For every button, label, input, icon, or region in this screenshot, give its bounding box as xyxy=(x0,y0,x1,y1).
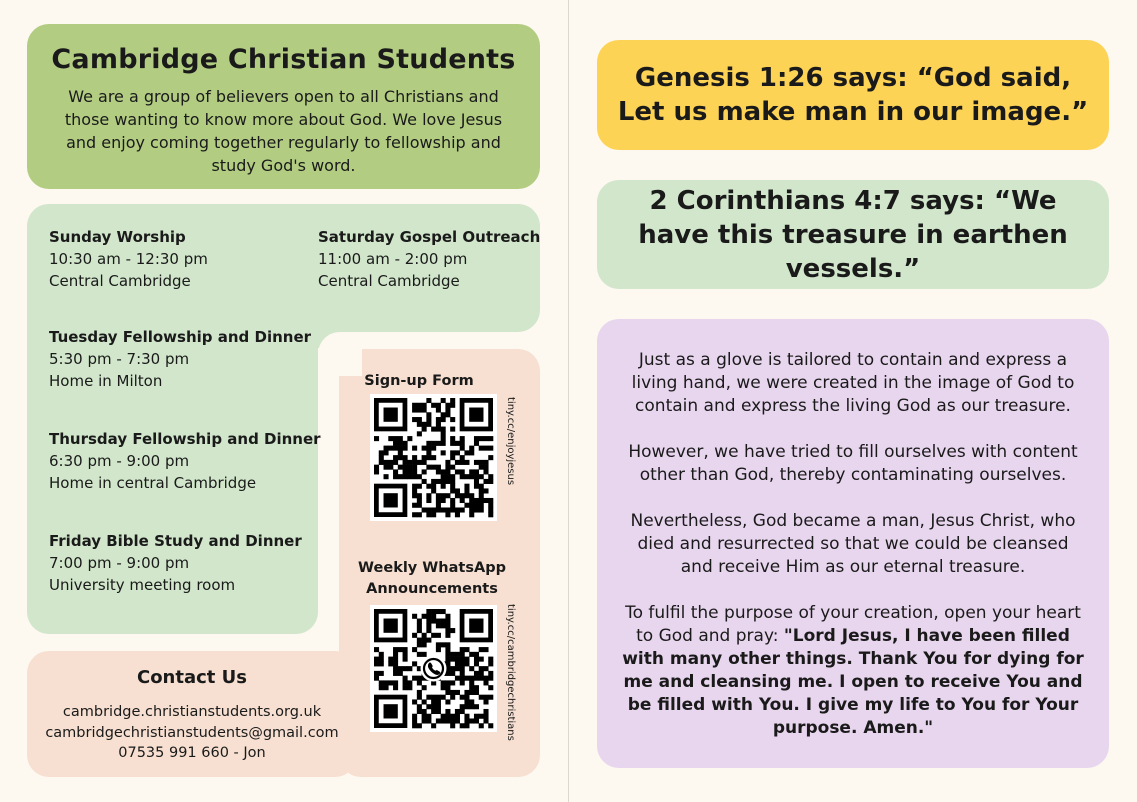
prayer-text: "Lord Jesus, I have been filled with many other things. Thank You for dying for me and cleansing me. I open to receive You and be filled with You. I give my life to You for Your purpose. Amen." xyxy=(622,626,1084,738)
genesis-verse: Genesis 1:26 says: “God said, Let us make man in our image.” xyxy=(617,63,1089,127)
event-place: Home in central Cambridge xyxy=(49,474,257,492)
contact-website[interactable]: cambridge.christianstudents.org.uk xyxy=(62,704,322,720)
genesis-verse-card xyxy=(597,40,1109,150)
gospel-paragraph-4 xyxy=(621,602,1085,740)
event-saturday xyxy=(318,226,540,292)
whatsapp-title-line2: Announcements xyxy=(366,581,498,597)
event-name: Friday Bible Study and Dinner xyxy=(49,532,302,550)
event-name: Tuesday Fellowship and Dinner xyxy=(49,328,312,346)
whatsapp-title-line1: Weekly WhatsApp xyxy=(358,560,506,576)
event-place: Home in Milton xyxy=(49,372,163,390)
event-name: Thursday Fellowship and Dinner xyxy=(49,430,321,448)
event-time: 6:30 pm - 9:00 pm xyxy=(49,452,190,470)
contact-title: Contact Us xyxy=(136,667,247,688)
corinthians-verse: 2 Corinthians 4:7 says: “We have this treasure in earthen vessels.” xyxy=(638,185,1068,284)
event-sunday xyxy=(49,226,208,292)
signup-qr-code[interactable] xyxy=(370,394,497,521)
whatsapp-qr-code[interactable] xyxy=(370,605,497,732)
contact-card xyxy=(27,651,357,777)
contact-email[interactable]: cambridgechristianstudents@gmail.com xyxy=(45,724,339,741)
corinthians-verse-card xyxy=(597,180,1109,289)
group-title: Cambridge Christian Students xyxy=(51,44,516,75)
event-time: 10:30 am - 12:30 pm xyxy=(49,250,208,268)
event-name: Saturday Gospel Outreach xyxy=(318,228,541,246)
event-thursday xyxy=(49,428,321,494)
gospel-paragraph-2: However, we have tried to fill ourselves with content other than God, thereby contaminating ourselves. xyxy=(628,442,1078,485)
group-intro: We are a group of believers open to all Christians and those wanting to know more about God. We love Jesus and enjoy coming together regularly to fellowship and study God's word. xyxy=(64,87,503,175)
event-time: 7:00 pm - 9:00 pm xyxy=(49,554,190,572)
whatsapp-url: tiny.cc/cambridgechristians xyxy=(505,604,516,741)
event-place: Central Cambridge xyxy=(318,272,460,290)
gospel-card xyxy=(597,319,1109,768)
prayer-intro: To fulfil the purpose of your creation, open your heart to God and pray: xyxy=(625,603,1081,646)
event-place: Central Cambridge xyxy=(49,272,191,290)
contact-phone: 07535 991 660 - Jon xyxy=(118,745,266,761)
center-fold-line xyxy=(568,0,569,802)
event-time: 5:30 pm - 7:30 pm xyxy=(49,350,190,368)
signup-url: tiny.cc/enjoyjesus xyxy=(505,397,516,486)
event-time: 11:00 am - 2:00 pm xyxy=(318,250,468,268)
intro-card xyxy=(27,24,540,189)
signup-title: Sign-up Form xyxy=(364,373,474,389)
gospel-paragraph-1: Just as a glove is tailored to contain and express a living hand, we were created in the image of God to contain and express the living God as our treasure. xyxy=(631,350,1075,416)
event-place: University meeting room xyxy=(49,576,236,594)
gospel-paragraph-3: Nevertheless, God became a man, Jesus Christ, who died and resurrected so that we could be cleansed and receive Him as our eternal treasure. xyxy=(630,511,1076,577)
whatsapp-title xyxy=(352,558,512,600)
event-friday xyxy=(49,530,302,596)
event-name: Sunday Worship xyxy=(49,228,186,246)
schedule-corner-cut xyxy=(318,332,362,376)
event-tuesday xyxy=(49,326,311,392)
